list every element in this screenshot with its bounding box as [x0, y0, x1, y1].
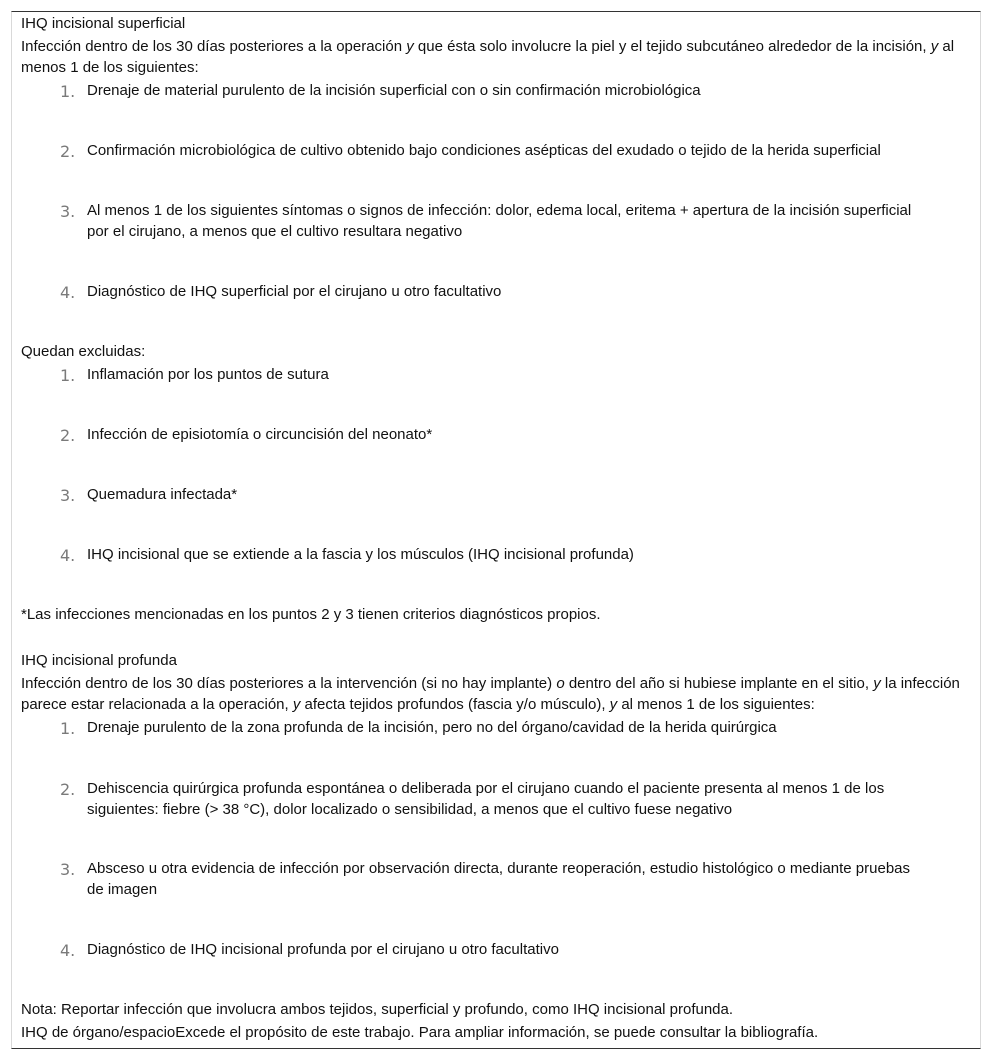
list-number: 2. [60, 780, 76, 799]
list-number: 4. [60, 546, 76, 565]
list-item: Quemadura infectada* [87, 486, 238, 503]
list-number: 4. [60, 941, 76, 960]
superficial-title: IHQ incisional superficial [21, 15, 186, 32]
list-number: 3. [60, 202, 76, 221]
list-number: 3. [60, 486, 76, 505]
list-number: 1. [60, 82, 76, 101]
list-item: Al menos 1 de los siguientes síntomas o signos de infección: dolor, edema local, eritema + apertura de la incisión superficial por el cirujano, a menos que el cultivo resultara negativo [87, 202, 912, 240]
list-number: 4. [60, 283, 76, 302]
list-item: Confirmación microbiológica de cultivo obtenido bajo condiciones asépticas del exudado o tejido de la herida superficial [87, 142, 881, 159]
superficial-intro: Infección dentro de los 30 días posteriores a la operación y que ésta solo involucre la piel y el tejido subcutáneo alrededor de la incisión, y al menos 1 de los siguientes: [21, 38, 955, 76]
list-number: 1. [60, 366, 76, 385]
list-number: 2. [60, 426, 76, 445]
list-item: Drenaje de material purulento de la incisión superficial con o sin confirmación microbiológica [87, 82, 701, 99]
list-item: Dehiscencia quirúrgica profunda espontánea o deliberada por el cirujano cuando el paciente presenta al menos 1 de los siguientes: fiebre (> 38 °C), dolor localizado o sensibilidad, a menos que el cultivo fuese negativo [87, 780, 885, 818]
excluded-footnote: *Las infecciones mencionadas en los puntos 2 y 3 tienen criterios diagnósticos propios. [21, 606, 601, 623]
list-item: Diagnóstico de IHQ incisional profunda por el cirujano u otro facultativo [87, 941, 559, 958]
deep-title: IHQ incisional profunda [21, 652, 177, 669]
list-item: Diagnóstico de IHQ superficial por el cirujano u otro facultativo [87, 283, 502, 300]
list-number: 1. [60, 719, 76, 738]
excluded-title: Quedan excluidas: [21, 343, 146, 360]
list-number: 3. [60, 860, 76, 879]
list-item: Absceso u otra evidencia de infección por observación directa, durante reoperación, estudio histológico o mediante pruebas de imagen [87, 860, 911, 898]
organ-space-note: IHQ de órgano/espacioExcede el propósito de este trabajo. Para ampliar información, se puede consultar la bibliografía. [21, 1024, 819, 1041]
list-item: Drenaje purulento de la zona profunda de la incisión, pero no del órgano/cavidad de la herida quirúrgica [87, 719, 777, 736]
list-item: Inflamación por los puntos de sutura [87, 366, 329, 383]
list-item: IHQ incisional que se extiende a la fascia y los músculos (IHQ incisional profunda) [87, 546, 634, 563]
note-text: Nota: Reportar infección que involucra ambos tejidos, superficial y profundo, como IHQ incisional profunda. [21, 1001, 734, 1018]
deep-intro: Infección dentro de los 30 días posteriores a la intervención (si no hay implante) o dentro del año si hubiese implante en el sitio, y la infección parece estar relacionada a la operación, y afecta tejidos profundos (fascia y/o músculo), y al menos 1 de los siguientes: [21, 675, 960, 713]
list-number: 2. [60, 142, 76, 161]
list-item: Infección de episiotomía o circuncisión del neonato* [87, 426, 433, 443]
